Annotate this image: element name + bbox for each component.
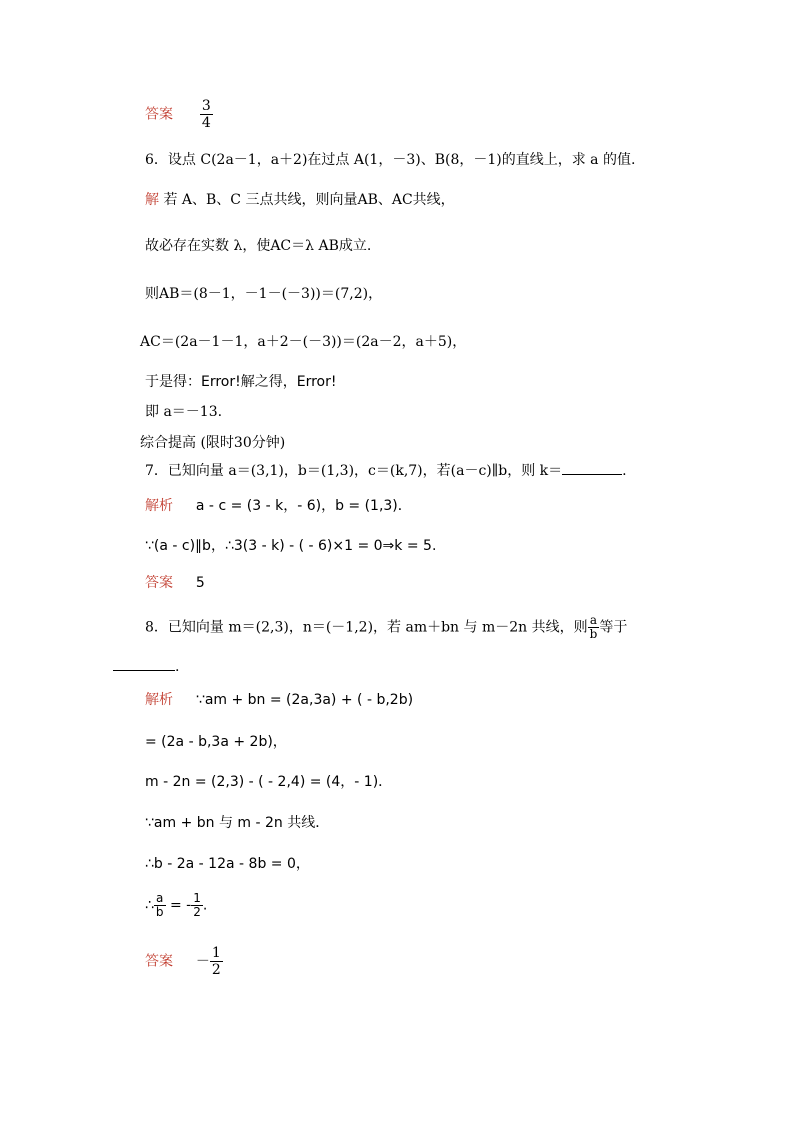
solution-6-line-4: AC＝(2a－1－1，a＋2－(－3))＝(2a－2，a＋5)， — [140, 334, 467, 350]
section-heading: 综合提高 (限时30分钟) — [140, 435, 286, 451]
analysis-7-line-2: ∵(a - c)∥b，∴3(3 - k) - ( - 6)×1 = 0⇒k = 5. — [145, 538, 437, 554]
one-half-fraction: $\frac{1}{2}$ — [193, 891, 201, 919]
answer-fraction: $\frac{1}{2}$ — [211, 945, 221, 978]
analysis-label: 解析 — [145, 498, 173, 514]
analysis-8-line-4: ∵am + bn 与 m - 2n 共线． — [145, 815, 330, 831]
a-over-b-fraction: $\frac{a}{b}$ — [155, 891, 164, 919]
question-7: 7．已知向量 a＝(3,1)，b＝(1,3)，c＝(k,7)，若(a－c)∥b，则 k＝ . — [145, 460, 627, 481]
answer-label: 答案 — [145, 953, 173, 970]
answer-label: 答案 — [145, 106, 173, 123]
analysis-8-line-5: ∴b - 2a - 12a - 8b = 0， — [145, 856, 310, 872]
analysis-8-line-2: = (2a - b,3a + 2b)， — [145, 734, 287, 750]
answer-line-7: 答案 5 — [145, 575, 205, 591]
solution-6-line-5: 于是得：Error!解之得，Error! — [145, 374, 337, 390]
analysis-8-line-6: ∴ $\frac{a}{b}$ = - $\frac{1}{2}$ . — [145, 891, 208, 919]
a-over-b-fraction: $\frac{a}{b}$ — [589, 613, 598, 641]
analysis-label: 解析 — [145, 692, 173, 708]
question-8-blank-line: . — [113, 656, 179, 677]
solution-label: 解 — [145, 192, 159, 208]
answer-blank — [562, 460, 622, 475]
analysis-8-line-1: 解析 ∵am + bn = (2a,3a) + ( - b,2b) — [145, 692, 414, 708]
answer-fraction: $\frac{3}{4}$ — [201, 98, 211, 131]
answer-line-5 — [145, 98, 213, 131]
question-6: 6．设点 C(2a－1，a＋2)在过点 A(1，－3)、B(8，－1)的直线上，求 a 的值. — [145, 152, 636, 168]
answer-line-8: 答案 － $\frac{1}{2}$ — [145, 945, 221, 978]
solution-6-line-2: 故必存在实数 λ，使AC＝λ AB成立. — [145, 238, 372, 254]
analysis-8-line-3: m - 2n = (2,3) - ( - 2,4) = (4，- 1)． — [145, 774, 393, 790]
answer-blank — [113, 656, 175, 671]
solution-6-line-6: 即 a＝－13. — [145, 404, 223, 420]
analysis-7-line-1: 解析 a - c = (3 - k，- 6)，b = (1,3)． — [145, 498, 412, 514]
answer-label: 答案 — [145, 575, 173, 591]
solution-6-line-1: 解 若 A、B、C 三点共线，则向量AB、AC共线， — [145, 192, 455, 208]
solution-6-line-3: 则AB＝(8－1，－1－(－3))＝(7,2)， — [145, 286, 383, 302]
question-8: 8．已知向量 m＝(2,3)，n＝(－1,2)，若 am＋bn 与 m－2n 共线，则 $\frac{a}{b}$ 等于 — [145, 613, 628, 641]
